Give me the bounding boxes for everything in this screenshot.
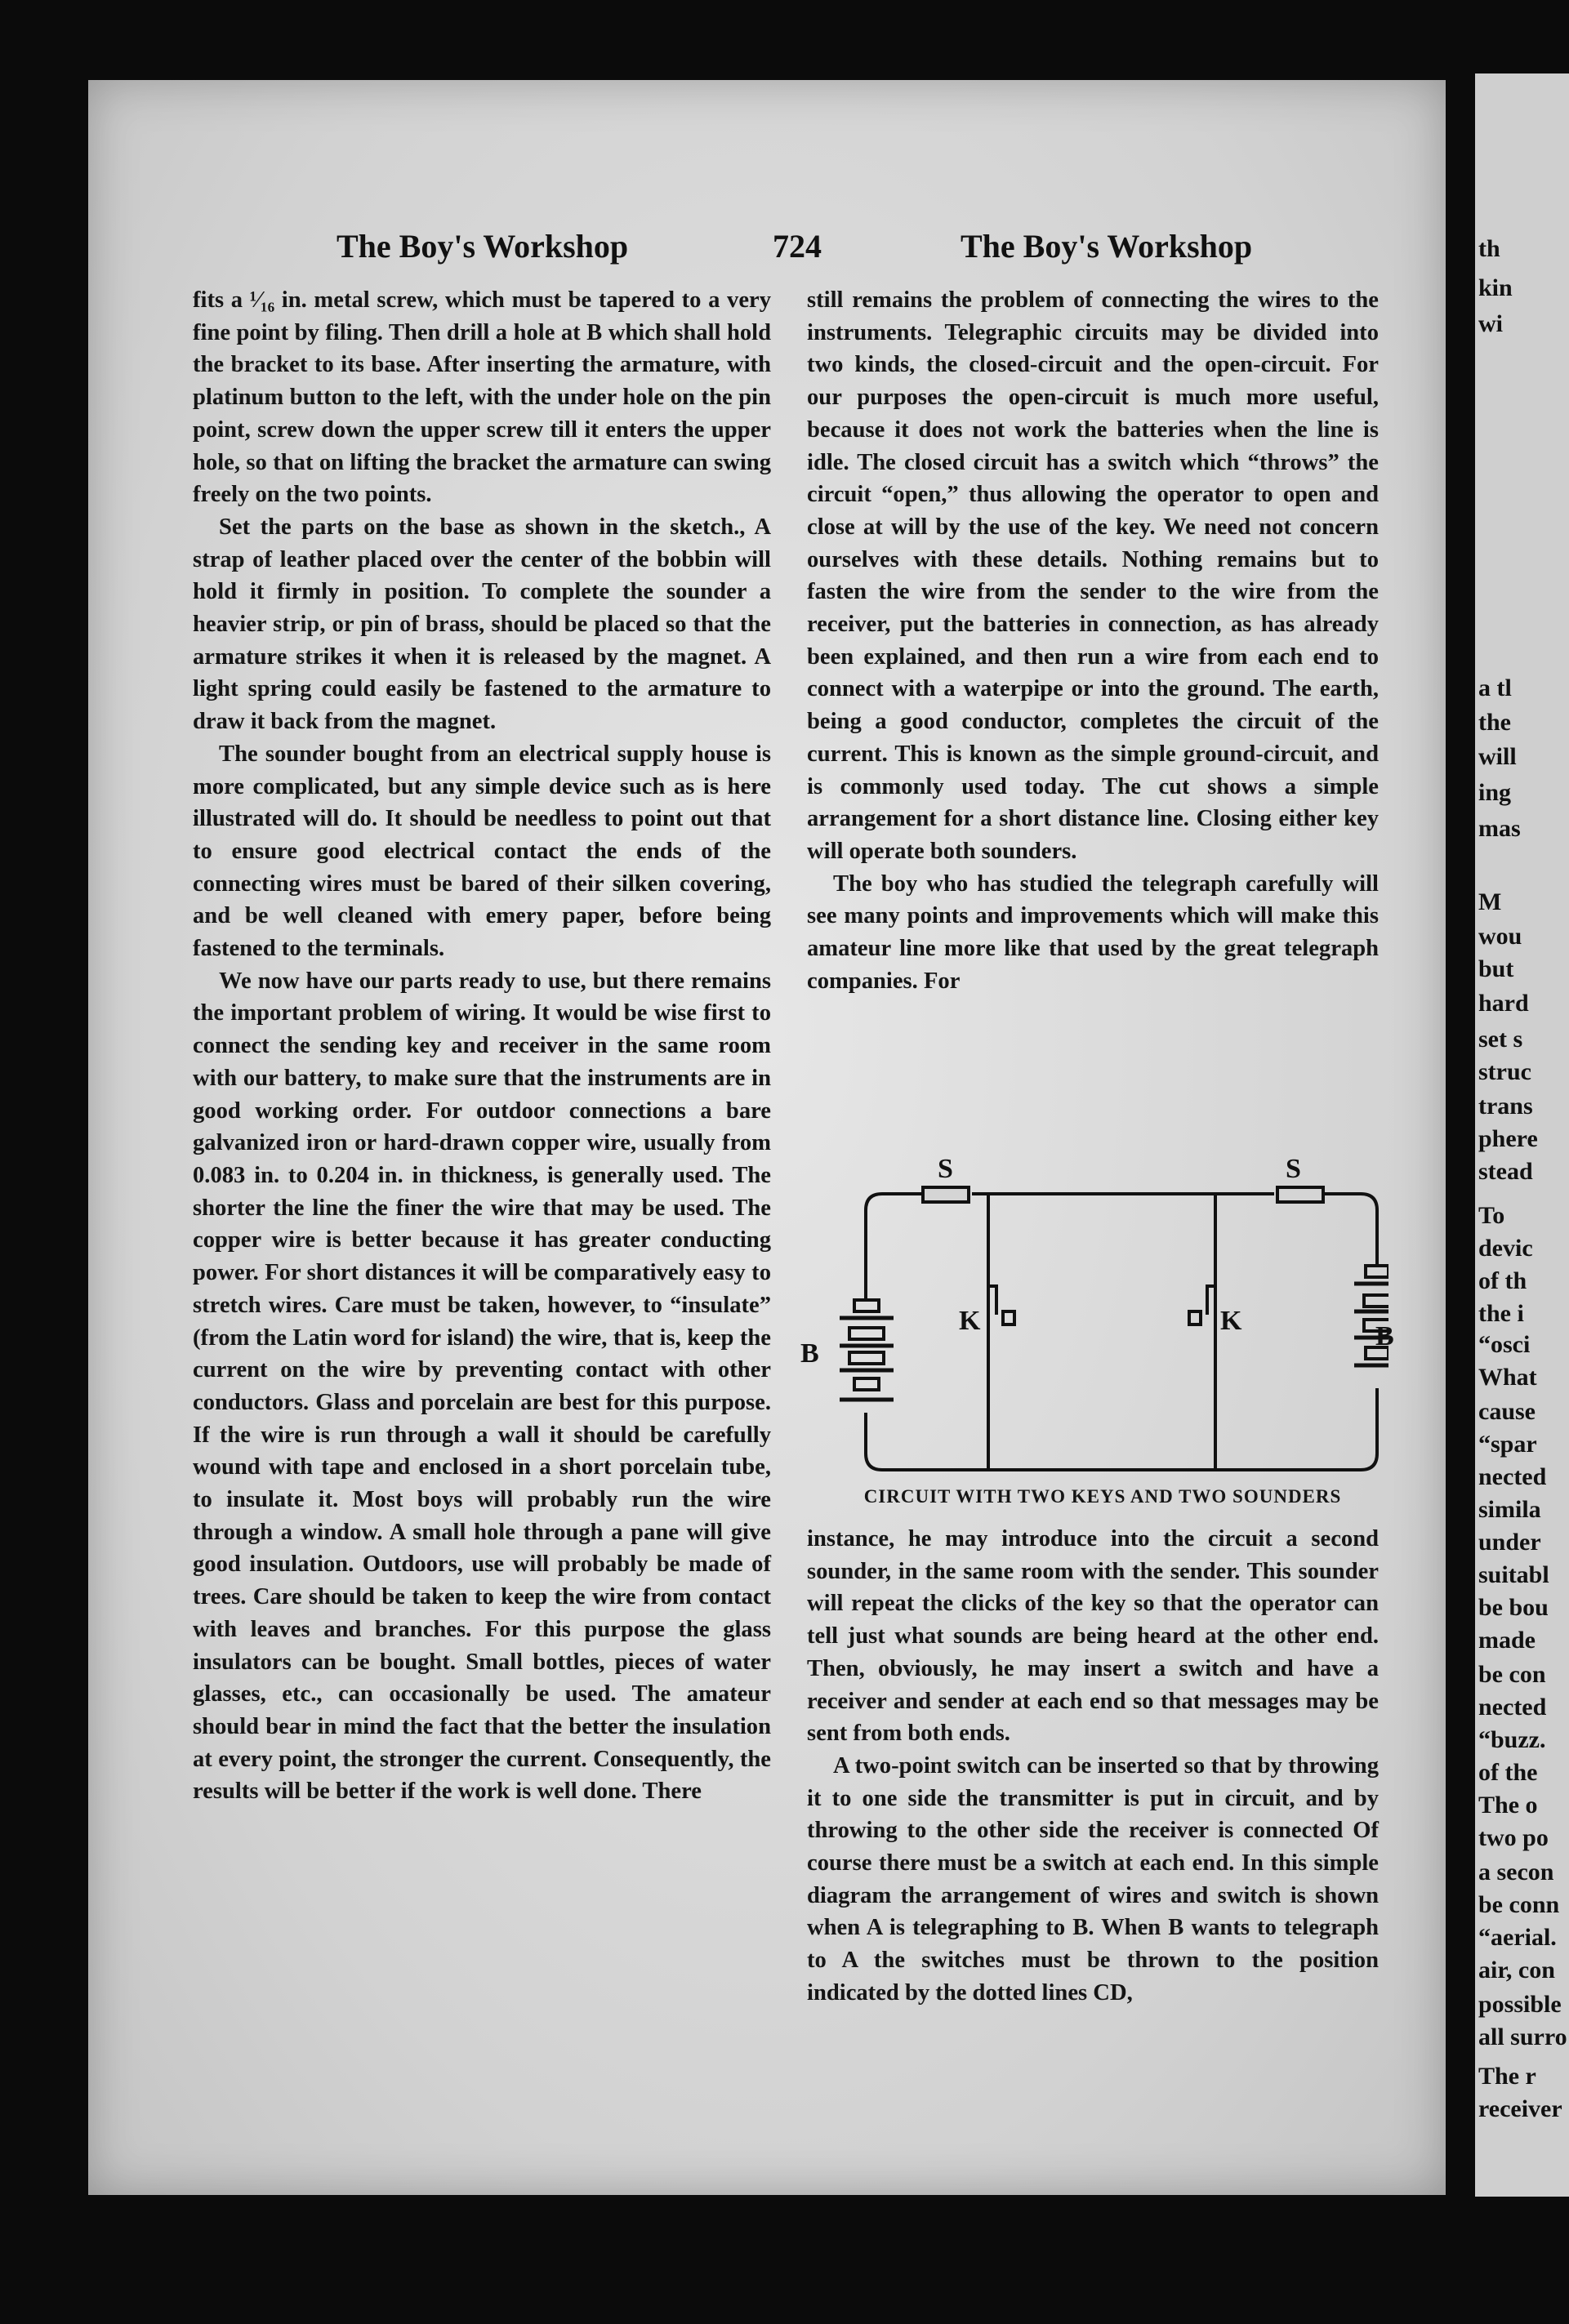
paragraph: The sounder bought from an electrical supply house is more complicated, but any simple device such as is here illustrated will do. It should be needless to point out that to ensure good electrical contact the ends of the connecting wires must be bared of their silken covering, and be well cleaned with emery paper, before being fastened to the terminals.	[193, 741, 771, 962]
next-page-fragment: made	[1478, 1627, 1536, 1654]
label-b-right-visible: B	[1375, 1321, 1394, 1351]
sounder-left	[923, 1187, 969, 1202]
paragraph: still remains the problem of connecting the wires to the instruments. Telegraphic circuits may be divided into two kinds, the closed-circuit and the open-circuit. For our purposes the open-circuit is much more useful, because it does not work the batteries when the line is idle. The closed circuit has a switch which “throws” the circuit “open,” thus allowing the operator to open and close at will by the use of the key. We need not concern ourselves with these details. Nothing remains but to fasten the wire from the sender to the wire from the receiver, put the batteries in connection, as has already been explained, and then run a wire from each end to connect with a waterpipe or into the ground. The earth, being a good conductor, completes the circuit of the current. This is known as the simple ground-circuit, and is commonly used today. The cut shows a simple arrangement for a short distance line. Closing either key will operate both sounders.	[807, 287, 1379, 864]
next-page-fragment: mas	[1478, 815, 1521, 842]
next-page-fragment: under	[1478, 1529, 1541, 1556]
next-page-fragment: be con	[1478, 1661, 1546, 1688]
next-page-fragment: ing	[1478, 779, 1512, 806]
label-k-left: K	[959, 1306, 981, 1336]
battery-left-cell-3	[849, 1352, 884, 1364]
battery-right-cell-1	[1366, 1266, 1388, 1277]
right-text-column-bottom	[807, 1523, 1379, 2010]
key-right-contact	[1189, 1311, 1201, 1325]
next-page-fragment: the	[1478, 709, 1511, 736]
next-page-fragment: a tl	[1478, 674, 1512, 701]
next-page-fragment: struc	[1478, 1058, 1531, 1085]
next-page-fragment: be conn	[1478, 1891, 1560, 1918]
next-page-fragment: but	[1478, 955, 1514, 982]
next-page-fragment: of the	[1478, 1759, 1538, 1786]
next-page-fragment: suitabl	[1478, 1561, 1549, 1588]
next-page-fragment: To	[1478, 1202, 1505, 1229]
page-gutter	[1446, 0, 1475, 2324]
battery-left-cell-2	[849, 1328, 884, 1339]
next-page-fragment: hard	[1478, 990, 1529, 1017]
paragraph: A two-point switch can be inserted so that by throwing it to one side the transmitter is put in circuit, and by throwing to the other side the receiver is connected Of course there must be a switch at each end. In this simple diagram the arrangement of wires and switch is shown when A is telegraphing to B. When B wants to telegraph to A the switches must be thrown to the position indicated by the dotted lines CD,	[807, 1752, 1379, 2006]
next-page-fragment: all surro	[1478, 2023, 1567, 2050]
next-page-fragment: wi	[1478, 310, 1503, 337]
next-page-fragment: The r	[1478, 2063, 1536, 2090]
next-page-fragment: of th	[1478, 1267, 1527, 1294]
next-page-fragment: “spar	[1478, 1431, 1537, 1458]
next-page-fragment: “osci	[1478, 1331, 1531, 1358]
next-page-fragment: receiver	[1478, 2095, 1562, 2122]
circuit-wire-left-lower	[866, 1388, 1377, 1470]
next-page-fragment: two po	[1478, 1824, 1549, 1851]
next-page-fragment: possible	[1478, 1991, 1562, 2018]
next-page-edge	[1475, 73, 1569, 2197]
battery-left-cell-4	[854, 1378, 879, 1390]
right-text-column-top	[807, 284, 1379, 997]
circuit-diagram	[800, 1143, 1388, 1519]
next-page-fragment: “aerial.	[1478, 1924, 1557, 1951]
next-page-fragment: nected	[1478, 1694, 1547, 1721]
next-page-fragment: air, con	[1478, 1957, 1555, 1983]
label-s-right: S	[1286, 1154, 1301, 1184]
next-page-fragment: kin	[1478, 274, 1513, 301]
label-k-right: K	[1220, 1306, 1242, 1336]
next-page-fragment: What	[1478, 1364, 1537, 1391]
next-page-fragment: will	[1478, 743, 1517, 770]
next-page-fragment: the i	[1478, 1300, 1524, 1327]
next-page-fragment: simila	[1478, 1496, 1541, 1523]
label-b-left: B	[800, 1338, 819, 1369]
next-page-fragment: stead	[1478, 1158, 1533, 1185]
next-page-fragment: nected	[1478, 1463, 1547, 1490]
paragraph: Set the parts on the base as shown in the sketch., A strap of leather placed over the center of the bobbin will hold it firmly in position. To complete the sounder a heavier strip, or pin of brass, should be placed so that the armature strikes it when it is released by the magnet. A light spring could easily be fastened to the armature to draw it back from the magnet.	[193, 514, 771, 735]
battery-right-cell-2	[1364, 1295, 1388, 1307]
paragraph: We now have our parts ready to use, but there remains the important problem of wiring. It would be wise first to connect the sending key and receiver in the same room with our battery, to make sure that the instruments are in good working order. For outdoor connections a bare galvanized iron or hard-drawn copper wire, usually from 0.083 in. to 0.204 in. in thickness, is generally used. The shorter the line the finer the wire that may be used. The copper wire is better because it has greater conducting power. For short distances it will be comparatively easy to stretch wires. Care must be taken, however, to “insulate” (from the Latin word for island) the wire, that is, keep the current on the wire by preventing contact with other conductors. Glass and porcelain are best for this purpose. If the wire is run through a wall it should be carefully wound with tape and enclosed in a short porcelain tube, to insulate it. Most boys will probably run the wire through a window. A small hole through a pane will give good insulation. Outdoors, use will probably be made of trees. Care should be taken to keep the wire from contact with leaves and branches. For this purpose the glass insulators can be bought. Small bottles, pieces of water glasses, etc., can occasionally be used. The amateur should bear in mind the fact that the better the insulation at every point, the stronger the current. Consequently, the results will be better if the work is well done. There	[193, 968, 771, 1805]
next-page-fragment: trans	[1478, 1093, 1533, 1120]
left-text-column	[193, 284, 771, 1808]
key-left-contact	[1003, 1311, 1014, 1325]
next-page-fragment: M	[1478, 888, 1502, 915]
next-page-fragment: wou	[1478, 923, 1522, 950]
paragraph: instance, he may introduce into the circuit a second sounder, in the same room with the sender. This sounder will repeat the clicks of the key so that the operator can tell just what sounds are being heard at the other end. Then, obviously, he may insert a switch and have a receiver and sender at each end so that messages may be sent from both ends.	[807, 1526, 1379, 1747]
next-page-fragment: The o	[1478, 1792, 1538, 1819]
page-number: 724	[773, 228, 822, 265]
circuit-wire-top-right	[1323, 1194, 1377, 1266]
running-head-right: The Boy's Workshop	[961, 228, 1253, 265]
sounder-right	[1277, 1187, 1323, 1202]
next-page-fragment: cause	[1478, 1398, 1536, 1425]
paragraph: fits a ¹⁄₁₆ in. metal screw, which must be tapered to a very fine point by filing. Then drill a hole at B which shall hold the bracket to its base. After inserting the armature, with platinum button to the left, with the under hole on the pin point, screw down the upper screw till it enters the upper hole, so that on lifting the bracket the armature can swing freely on the two points.	[193, 287, 771, 508]
next-page-fragment: devic	[1478, 1235, 1533, 1262]
figure-caption: CIRCUIT WITH TWO KEYS AND TWO SOUNDERS	[863, 1486, 1342, 1507]
label-s-left: S	[938, 1154, 953, 1184]
next-page-fragment: a secon	[1478, 1859, 1554, 1885]
next-page-fragment: “buzz.	[1478, 1726, 1546, 1753]
next-page-fragment: set s	[1478, 1026, 1523, 1053]
next-page-fragment: be bou	[1478, 1594, 1549, 1621]
paragraph: The boy who has studied the telegraph carefully will see many points and improvements which will make this amateur line more like that used by the great telegraph companies. For	[807, 870, 1379, 994]
circuit-wire-top-left	[866, 1194, 923, 1298]
battery-left-cell-1	[854, 1300, 879, 1311]
next-page-fragment: phere	[1478, 1125, 1538, 1152]
next-page-fragment: th	[1478, 235, 1500, 262]
running-head-left: The Boy's Workshop	[337, 228, 629, 265]
